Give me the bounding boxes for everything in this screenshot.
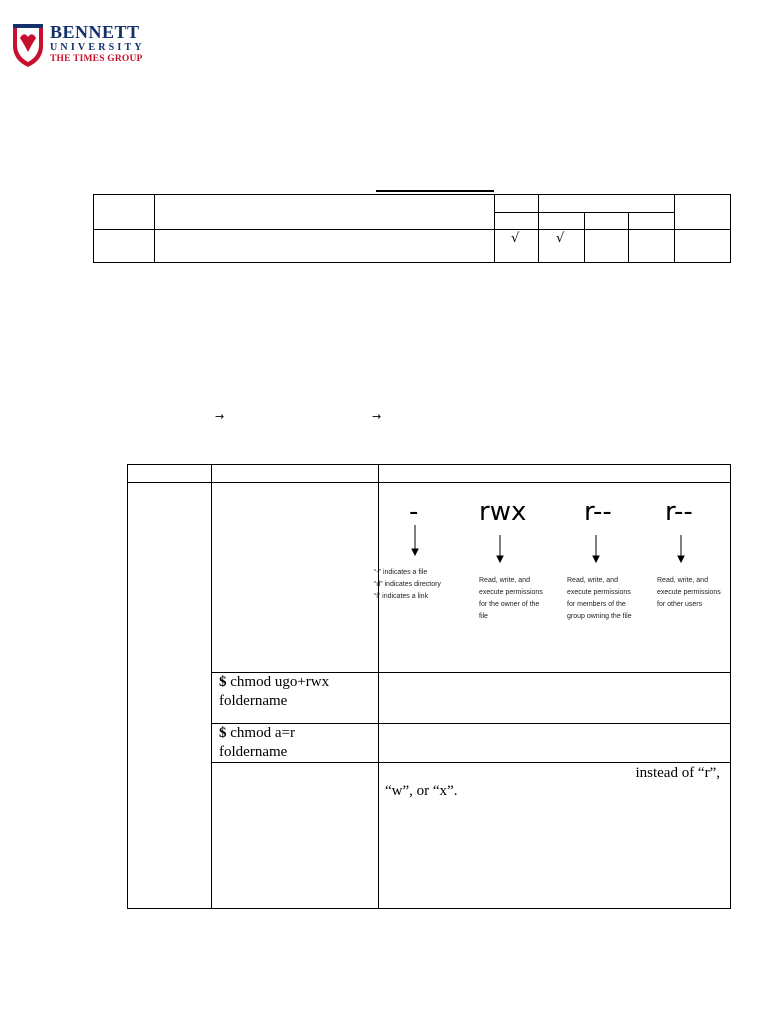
column-divider [584,212,585,262]
desc-line: Read, write, and [479,577,530,584]
row-divider [211,762,730,763]
note-line-1: instead of “r”, [635,765,720,781]
desc-line: “l” indicates a link [374,593,429,600]
desc-line: execute permissions [479,589,543,596]
course-info-table [93,194,731,263]
desc-line: “-” indicates a file [374,569,428,576]
group-description [567,575,632,623]
logo-wordmark [50,23,145,65]
logo-group: THE TIMES GROUP [50,54,143,64]
logo-subtitle: UNIVERSITY [50,42,145,53]
check-mark-1: √ [511,231,520,246]
arrow-right-icon: → [215,410,225,423]
column-divider [211,465,212,908]
desc-line: “d” indicates directory [374,581,441,588]
desc-line: execute permissions [657,589,721,596]
shell-prompt: $ [219,725,227,741]
logo-name: BENNETT [50,22,140,42]
desc-line: for members of the [567,601,626,608]
perm-owner: rwx [479,497,527,527]
desc-line: group owning the file [567,613,632,620]
perm-file-type: - [409,497,419,527]
shell-prompt: $ [219,674,227,690]
row-divider [94,229,730,230]
check-mark-2: √ [556,231,565,246]
desc-line: execute permissions [567,589,631,596]
command-text: chmod a=r [226,725,295,741]
note-line-2: “w”, or “x”. [385,783,458,799]
command-line [219,673,329,692]
permissions-table [127,464,731,909]
row-divider [494,212,674,213]
command-line [219,724,295,743]
column-divider [628,212,629,262]
university-crest-icon [10,20,46,68]
chmod-command-1 [219,673,329,711]
owner-description [479,575,543,623]
perm-group: r-- [584,497,612,527]
arrow-right-icon: → [372,410,382,423]
perm-others: r-- [665,497,693,527]
desc-line: for other users [657,601,703,608]
desc-line: file [479,613,488,620]
command-argument: foldername [219,693,288,709]
file-type-description [374,567,441,603]
desc-line: for the owner of the [479,601,540,608]
heading-underline [376,190,494,192]
bennett-university-logo [10,18,160,70]
permissions-diagram [374,483,730,672]
command-argument: foldername [219,744,288,760]
chmod-command-2 [219,724,295,762]
desc-line: Read, write, and [657,577,708,584]
desc-line: Read, write, and [567,577,618,584]
command-text: chmod ugo+rwx [226,674,330,690]
others-description [657,575,721,611]
